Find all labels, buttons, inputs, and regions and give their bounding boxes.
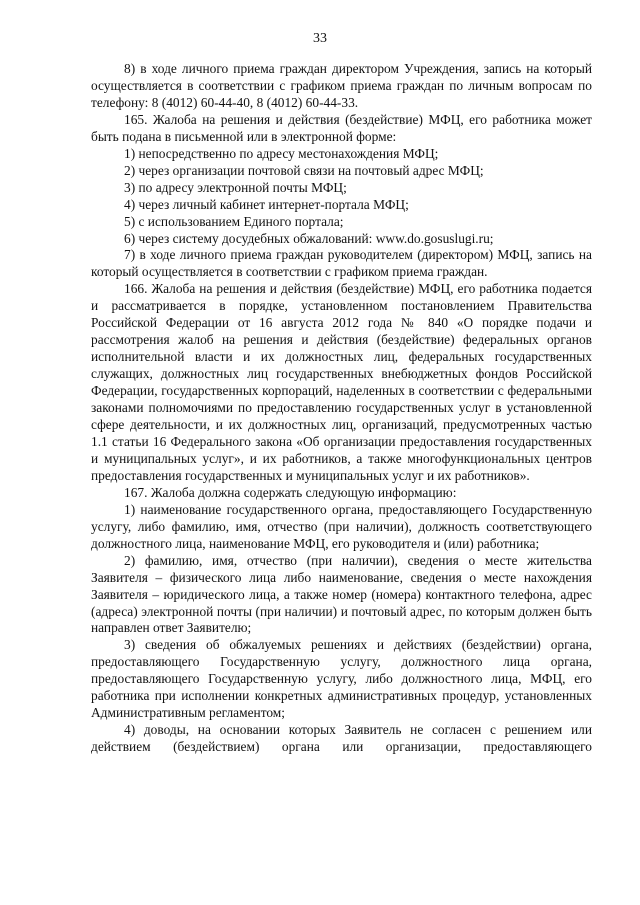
paragraph: 165. Жалоба на решения и действия (бездействие) МФЦ, его работника может быть подана в письменной или в электронной форме: (91, 111, 592, 144)
paragraph: 3) по адресу электронной почты МФЦ; (124, 179, 347, 195)
paragraph: 8) в ходе личного приема граждан директором Учреждения, запись на который осуществляется в соответствии с графиком приема граждан по личным вопросам по телефону: 8 (4012) 60-44-40, 8 (4012) 60-44-33. (91, 61, 592, 110)
paragraph: 7) в ходе личного приема граждан руководителем (директором) МФЦ, запись на который осуществляется в соответствии с графиком приема граждан. (91, 247, 592, 280)
paragraph: 4) доводы, на основании которых Заявитель не согласен с решением или действием (бездействием) органа или организации, предоставляющего (91, 722, 592, 755)
paragraph: 1) наименование государственного органа, предоставляющего Государственную услугу, либо фамилию, имя, отчество (при наличии), должность соответствующего должностного лица, наименование МФЦ, его руководителя и (или) работника; (91, 501, 592, 551)
paragraph: 3) сведения об обжалуемых решениях и действиях (бездействии) органа, предоставляющего Государственную услугу, должностного лица органа, предоставляющего Государственную услугу, либо должностного лица, МФЦ, его работника при исполнении конкретных административных процедур, установленных Административным регламентом; (91, 637, 592, 721)
paragraph: 2) фамилию, имя, отчество (при наличии), сведения о месте жительства Заявителя – физического лица либо наименование, сведения о месте нахождения Заявителя – юридического лица, а также номер (номера) контактного телефона, адрес (адреса) электронной почты (при наличии) и почтовый адрес, по которым должен быть направлен ответ Заявителю; (91, 552, 592, 636)
paragraph: 2) через организации почтовой связи на почтовый адрес МФЦ; (124, 162, 484, 178)
paragraph: 4) через личный кабинет интернет-портала МФЦ; (124, 196, 409, 212)
paragraph: 166. Жалоба на решения и действия (бездействие) МФЦ, его работника подается и рассматривается в порядке, установленном постановлением Правительства Российской Федерации от 16 августа 2012 года № 840 «О порядке подачи и рассмотрения жалоб на решения и действия (бездействие) федеральных органов исполнительной власти и их должностных лиц, федеральных государственных служащих, должностных лиц государственных внебюджетных фондов Российской Федерации, государственных корпораций, наделенных в соответствии с федеральными законами полномочиями по предоставлению государственных услуг в установленной сфере деятельности, и их должностных лиц, организаций, предусмотренных частью 1.1 статьи 16 Федерального закона «Об организации предоставления государственных и муниципальных услуг», и их работников, а также многофункциональных центров предоставления государственных и муниципальных услуг и их работников». (91, 281, 592, 483)
paragraph: 167. Жалоба должна содержать следующую информацию: (124, 484, 457, 500)
document-body (91, 61, 592, 756)
paragraph: 1) непосредственно по адресу местонахождения МФЦ; (124, 145, 439, 161)
page-number: 33 (313, 31, 327, 46)
paragraph: 5) с использованием Единого портала; (124, 213, 344, 229)
paragraph: 6) через систему досудебных обжалований: www.do.gosuslugi.ru; (124, 230, 494, 246)
